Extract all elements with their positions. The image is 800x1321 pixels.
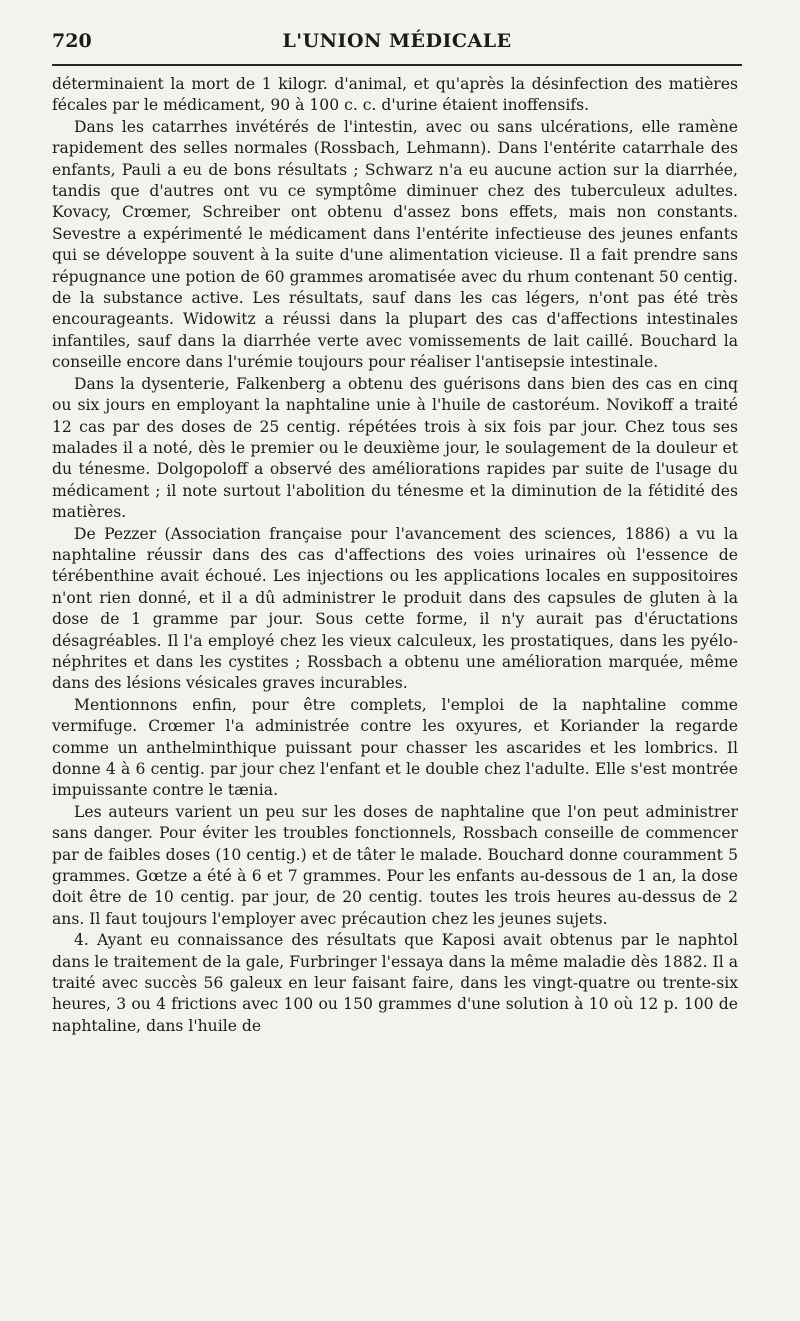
header-rule [52,64,742,66]
paragraph-dysenterie: Dans la dysenterie, Falkenberg a obtenu des guérisons dans bien des cas en cinq ou six jours en employant la naphtaline unie à l'huile de castoréum. Novikoff a traité 12 cas par des doses de 25 centig. répétées trois à six fois par jour. Chez tous ses malades il a noté, dès le premier ou le deuxième jour, le soulagement de la douleur et du ténesme. Dolgopoloff a observé des améliorations rapides par suite de l'usage du médicament ; il note surtout l'abolition du ténesme et la diminution de la fétidité des matières. [52,374,738,522]
running-title: L'UNION MÉDICALE [282,30,512,52]
paragraph-doses: Les auteurs varient un peu sur les doses de naphtaline que l'on peut administrer sans danger. Pour éviter les troubles fonctionnels, Rossbach conseille de commencer par de faibles doses (10 centig.) et de tâter le malade. Bouchard donne couramment 5 grammes. Gœtze a été à 6 et 7 grammes. Pour les enfants au-dessous de 1 an, la dose doit être de 10 centig. par jour, de 20 centig. toutes les trois heures au-dessus de 2 ans. Il faut toujours l'employer avec précaution chez les jeunes sujets. [52,802,738,928]
article-body [52,74,738,1037]
paragraph-continuation: déterminaient la mort de 1 kilogr. d'animal, et qu'après la désinfection des matières fécales par le médicament, 90 à 100 c. c. d'urine étaient inoffensifs. [52,75,738,115]
paragraph-voies-urinaires: De Pezzer (Association française pour l'avancement des sciences, 1886) a vu la naphtaline réussir dans des cas d'affections des voies urinaires où l'essence de térébenthine avait échoué. Les injections ou les applications locales en suppositoires n'ont rien donné, et il a dû administrer le produit dans des capsules de gluten à la dose de 1 gramme par jour. Sous cette forme, il n'y aurait pas d'éructations désagréables. Il l'a employé chez les vieux calculeux, les prostatiques, dans les pyélo-néphrites et dans les cystites ; Rossbach a obtenu une amélioration marquée, même dans des lésions vésicales graves incurables. [52,524,738,693]
page-header [52,30,742,54]
paragraph-catarrhes: Dans les catarrhes invétérés de l'intestin, avec ou sans ulcérations, elle ramène rapidement des selles normales (Rossbach, Lehmann). Dans l'entérite catarrhale des enfants, Pauli a eu de bons résultats ; Schwarz n'a eu aucune action sur la diarrhée, tandis que d'autres ont vu ce symptôme diminuer chez des tuberculeux adultes. Kovacy, Crœmer, Schreiber ont obtenu d'assez bons effets, mais non constants. Sevestre a expérimenté le médicament dans l'entérite infectieuse des jeunes enfants qui se développe souvent à la suite d'une alimentation vicieuse. Il a fait prendre sans répugnance une potion de 60 grammes aromatisée avec du rhum contenant 50 centig. de la substance active. Les résultats, sauf dans les cas légers, n'ont pas été très encourageants. Widowitz a réussi dans la plupart des cas d'affections intestinales infantiles, sauf dans la diarrhée verte avec vomissements de lait caillé. Bouchard la conseille encore dans l'urémie toujours pour réaliser l'antisepsie intestinale. [52,117,738,372]
paragraph-vermifuge: Mentionnons enfin, pour être complets, l'emploi de la naphtaline comme vermifuge. Crœmer l'a administrée contre les oxyures, et Koriander la regarde comme un anthelminthique puissant pour chasser les ascarides et les lombrics. Il donne 4 à 6 centig. par jour chez l'enfant et le double chez l'adulte. Elle s'est montrée impuissante contre le tænia. [52,695,738,800]
page-number: 720 [52,30,92,52]
paragraph-gale: 4. Ayant eu connaissance des résultats que Kaposi avait obtenus par le naphtol dans le traitement de la gale, Furbringer l'essaya dans la même maladie dès 1882. Il a traité avec succès 56 galeux en leur faisant faire, dans les vingt-quatre ou trente-six heures, 3 ou 4 frictions avec 100 ou 150 grammes d'une solution à 10 où 12 p. 100 de naphtaline, dans l'huile de [52,931,738,1035]
